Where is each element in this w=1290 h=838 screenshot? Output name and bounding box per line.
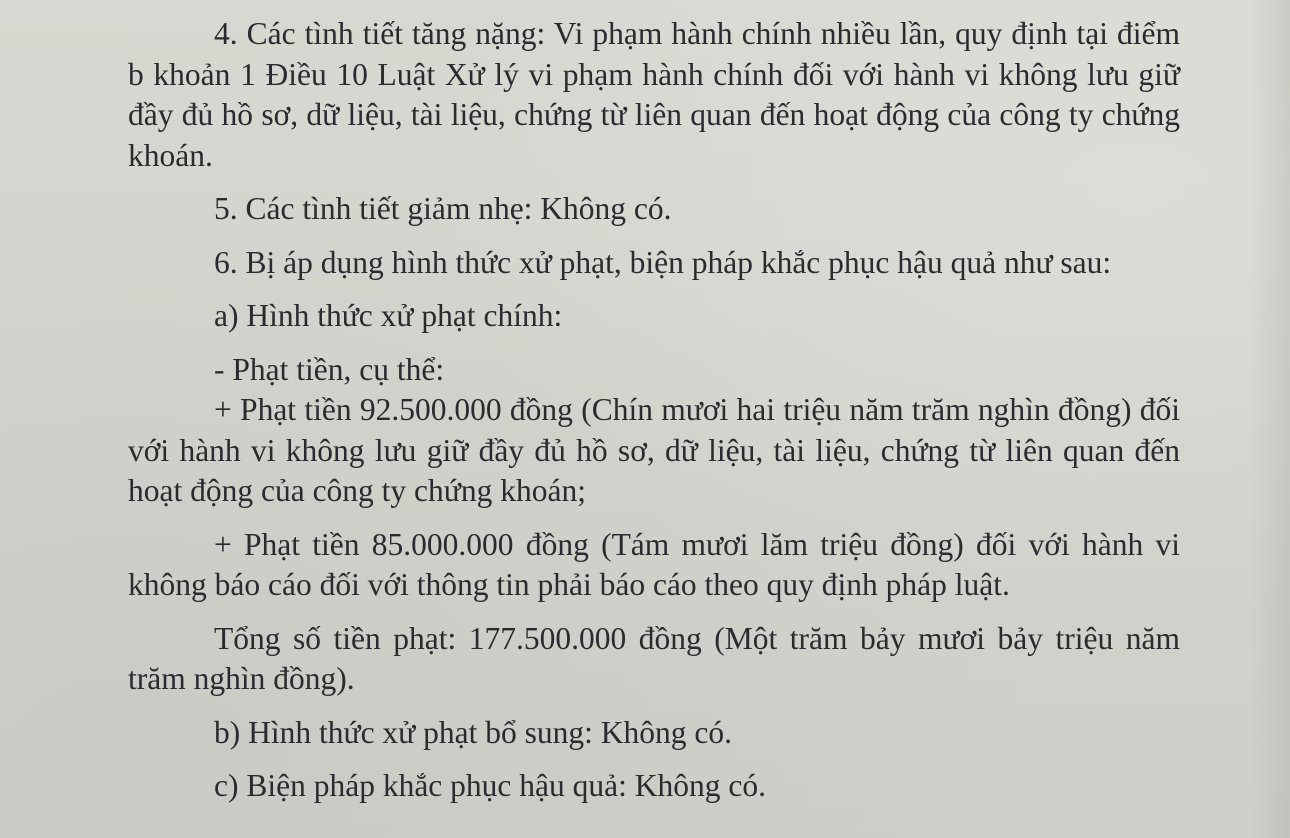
page-edge-shadow	[1250, 0, 1290, 838]
remedial-measures-paragraph: c) Biện pháp khắc phục hậu quả: Không có.	[214, 768, 766, 803]
fine-item-reporting: + Phạt tiền 85.000.000 đồng (Tám mươi lăm triệu đồng) đối với hành vi không báo cáo đối với thông tin phải báo cáo theo quy định pháp luật.	[128, 526, 1180, 602]
document-body	[128, 14, 1180, 807]
total-fine-paragraph: Tổng số tiền phạt: 177.500.000 đồng (Một trăm bảy mươi bảy triệu năm trăm nghìn đồng).	[128, 620, 1180, 696]
mitigating-circumstances-paragraph: 5. Các tình tiết giảm nhẹ: Không có.	[214, 191, 672, 226]
additional-penalty-paragraph: b) Hình thức xử phạt bổ sung: Không có.	[214, 714, 732, 750]
main-penalty-heading: a) Hình thức xử phạt chính:	[214, 298, 563, 333]
aggravating-circumstances-paragraph: 4. Các tình tiết tăng nặng: Vi phạm hành chính nhiều lần, quy định tại điểm b khoản 1 Điều 10 Luật Xử lý vi phạm hành chính đối với hành vi không lưu giữ đầy đủ hồ sơ, dữ liệu, tài liệu, chứng từ liên quan đến hoạt động của công ty chứng khoán.	[128, 16, 1180, 173]
fine-item-records: + Phạt tiền 92.500.000 đồng (Chín mươi hai triệu năm trăm nghìn đồng) đối với hành vi không lưu giữ đầy đủ hồ sơ, dữ liệu, tài liệu, chứng từ liên quan đến hoạt động của công ty chứng khoán;	[128, 392, 1180, 508]
penalties-heading-paragraph: 6. Bị áp dụng hình thức xử phạt, biện pháp khắc phục hậu quả như sau:	[214, 244, 1112, 280]
monetary-fine-heading: - Phạt tiền, cụ thể:	[214, 351, 445, 387]
